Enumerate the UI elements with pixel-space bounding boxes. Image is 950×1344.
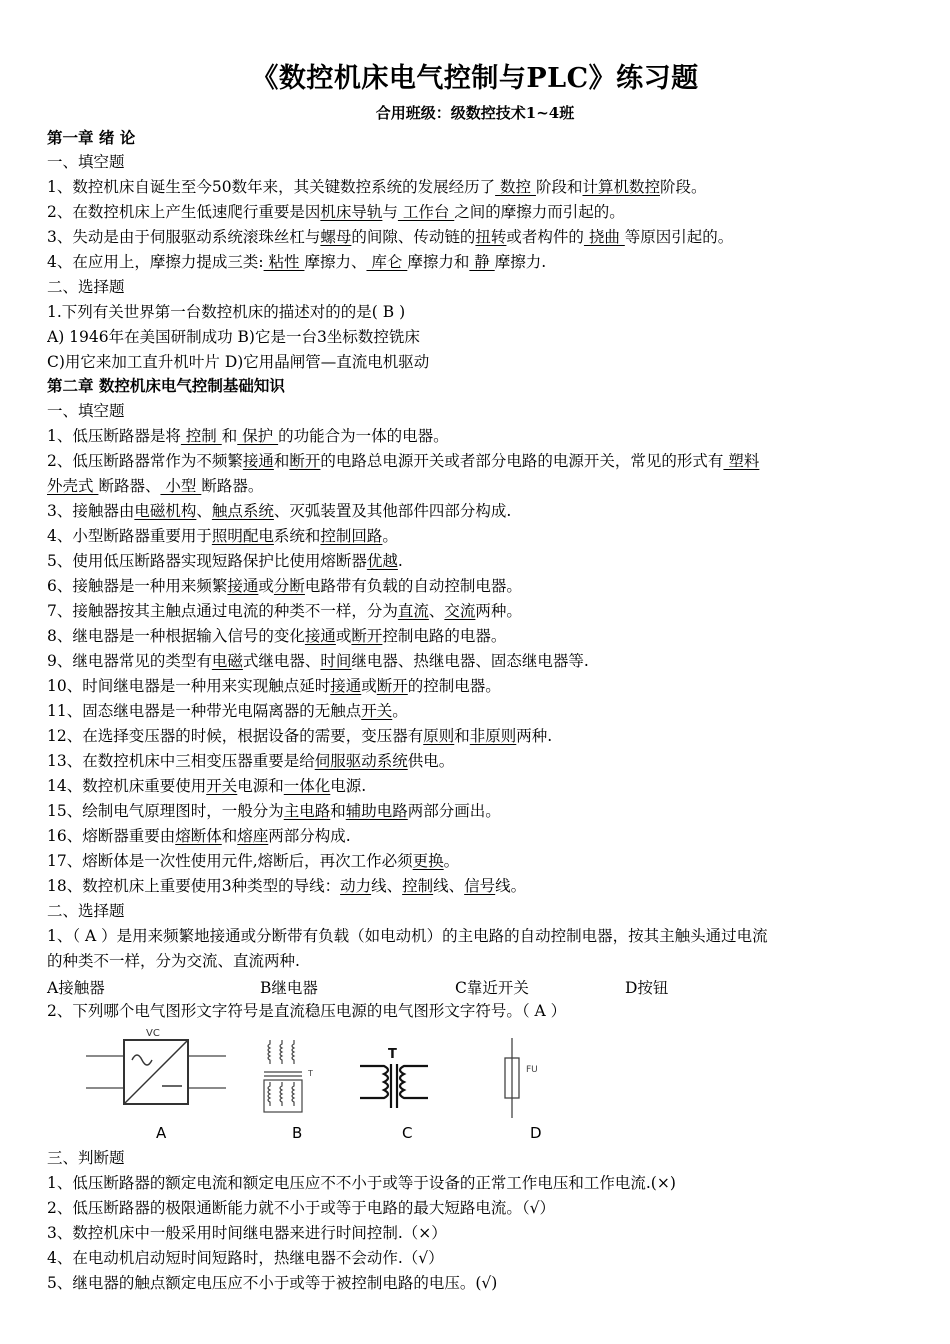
figure-label-a: A (156, 1124, 167, 1142)
ch1-choice-q1-options-cd: C)用它来加工直升机叶片 D)它用晶闸管—直流电机驱动 (47, 353, 430, 371)
symbol-c-label-t: T (388, 1047, 397, 1062)
ch2-fill-q15: 15、绘制电气原理图时，一般分为主电路和辅助电路两部分画出。 (47, 802, 501, 820)
symbol-b-transformer (258, 1036, 328, 1116)
ch2-fill-q1: 1、低压断路器是将 控制 和 保护 的功能合为一体的电器。 (47, 427, 449, 445)
ch2-choice-q1-option-d: D按钮 (625, 979, 669, 997)
symbol-a-regulated-power-supply (86, 1026, 226, 1118)
ch2-fill-heading: 一、填空题 (47, 402, 125, 420)
figure-label-c: C (402, 1124, 413, 1142)
ch2-fill-q16: 16、熔断器重要由熔断体和熔座两部分构成. (47, 827, 351, 845)
ch1-fill-q4: 4、在应用上，摩擦力提成三类: 粘性 摩擦力、 库仑 摩擦力和 静 摩擦力. (47, 253, 547, 271)
ch2-choice-q1-line2: 的种类不一样，分为交流、直流两种. (47, 952, 300, 970)
ch2-fill-q11: 11、固态继电器是一种带光电隔离器的无触点开关。 (47, 702, 408, 720)
symbol-d-label-fu: FU (526, 1065, 538, 1075)
ch1-choice-q1-options-ab: A) 1946年在美国研制成功 B)它是一台3坐标数控铣床 (47, 328, 420, 346)
ch2-choice-q1-line1: 1、（ A ）是用来频繁地接通或分断带有负载（如电动机）的主电路的自动控制电器，按其主触头通过电流 (47, 927, 768, 945)
ch2-choice-q1-option-b: B继电器 (260, 979, 318, 997)
ch1-fill-q1: 1、数控机床自诞生至今50数年来，其关键数控系统的发展经历了 数控 阶段和计算机数控阶段。 (47, 178, 707, 196)
ch2-choice-q2: 2、下列哪个电气图形文字符号是直流稳压电源的电气图形文字符号。（ A ） (47, 1002, 567, 1020)
ch2-judge-q2: 2、低压断路器的极限通断能力就不小于或等于电路的最大短路电流。（√） (47, 1199, 555, 1217)
ch1-choice-heading: 二、选择题 (47, 278, 125, 296)
ch2-fill-q3: 3、接触器由电磁机构、触点系统、灭弧装置及其他部件四部分构成. (47, 502, 512, 520)
ch2-choice-heading: 二、选择题 (47, 902, 125, 920)
symbol-b-label-t: T (308, 1069, 313, 1078)
ch2-fill-q6: 6、接触器是一种用来频繁接通或分断电路带有负载的自动控制电器。 (47, 577, 522, 595)
ch2-fill-q17: 17、熔断体是一次性使用元件,熔断后，再次工作必须更换。 (47, 852, 460, 870)
ch2-fill-q14: 14、数控机床重要使用开关电源和一体化电源. (47, 777, 367, 795)
ch2-fill-q9: 9、继电器常见的类型有电磁式继电器、时间继电器、热继电器、固态继电器等. (47, 652, 589, 670)
document-title: 《数控机床电气控制与PLC》练习题 (251, 63, 699, 94)
ch2-fill-q10: 10、时间继电器是一种用来实现触点延时接通或断开的控制电器。 (47, 677, 501, 695)
chapter-2-heading: 第二章 数控机床电气控制基础知识 (47, 376, 285, 395)
ch2-fill-q12: 12、在选择变压器的时候，根据设备的需要，变压器有原则和非原则两种. (47, 727, 553, 745)
ch2-fill-q2-continued: 外壳式 断路器、 小型 断路器。 (47, 477, 264, 495)
ch2-fill-q8: 8、继电器是一种根据输入信号的变化接通或断开控制电路的电器。 (47, 627, 507, 645)
document-subtitle: 合用班级：级数控技术1~4班 (375, 104, 575, 122)
ch2-fill-q5: 5、使用低压断路器实现短路保护比使用熔断器优越. (47, 552, 403, 570)
ch2-judge-q3: 3、数控机床中一般采用时间继电器来进行时间控制.（×） (47, 1224, 447, 1242)
ch2-fill-q18: 18、数控机床上重要使用3种类型的导线：动力线、控制线、信号线。 (47, 877, 527, 895)
symbol-d-fuse (496, 1036, 556, 1120)
ch2-fill-q7: 7、接触器按其主触点通过电流的种类不一样，分为直流、交流两种。 (47, 602, 522, 620)
ch2-judge-heading: 三、判断题 (47, 1149, 125, 1167)
symbol-c-transformer (358, 1046, 430, 1110)
chapter-1-heading: 第一章 绪 论 (47, 128, 136, 147)
figure-label-b: B (292, 1124, 303, 1142)
ch2-choice-q1-option-a: A接触器 (47, 979, 105, 997)
ch2-judge-q5: 5、继电器的触点额定电压应不小于或等于被控制电路的电压。(√) (47, 1274, 498, 1292)
ch2-judge-q1: 1、低压断路器的额定电流和额定电压应不不小于或等于设备的正常工作电压和工作电流.(×) (47, 1174, 676, 1192)
ch2-choice-q1-option-c: C靠近开关 (455, 979, 529, 997)
ch1-fill-heading: 一、填空题 (47, 153, 125, 171)
ch1-choice-q1: 1.下列有关世界第一台数控机床的描述对的的是( B ) (47, 303, 406, 321)
ch2-judge-q4: 4、在电动机启动短时间短路时，热继电器不会动作.（√） (47, 1249, 444, 1267)
ch2-fill-q2: 2、低压断路器常作为不频繁接通和断开的电路总电源开关或者部分电路的电源开关，常见的形式有 塑料 (47, 452, 760, 470)
ch2-fill-q13: 13、在数控机床中三相变压器重要是给伺服驱动系统供电。 (47, 752, 455, 770)
ch2-fill-q4: 4、小型断路器重要用于照明配电系统和控制回路。 (47, 527, 398, 545)
ch1-fill-q2: 2、在数控机床上产生低速爬行重要是因机床导轨与 工作台 之间的摩擦力而引起的。 (47, 203, 625, 221)
symbol-a-label-vc: VC (146, 1028, 160, 1039)
ch1-fill-q3: 3、失动是由于伺服驱动系统滚珠丝杠与螺母的间隙、传动链的扭转或者构件的 挠曲 等原因引起的。 (47, 228, 734, 246)
figure-label-d: D (530, 1124, 542, 1142)
